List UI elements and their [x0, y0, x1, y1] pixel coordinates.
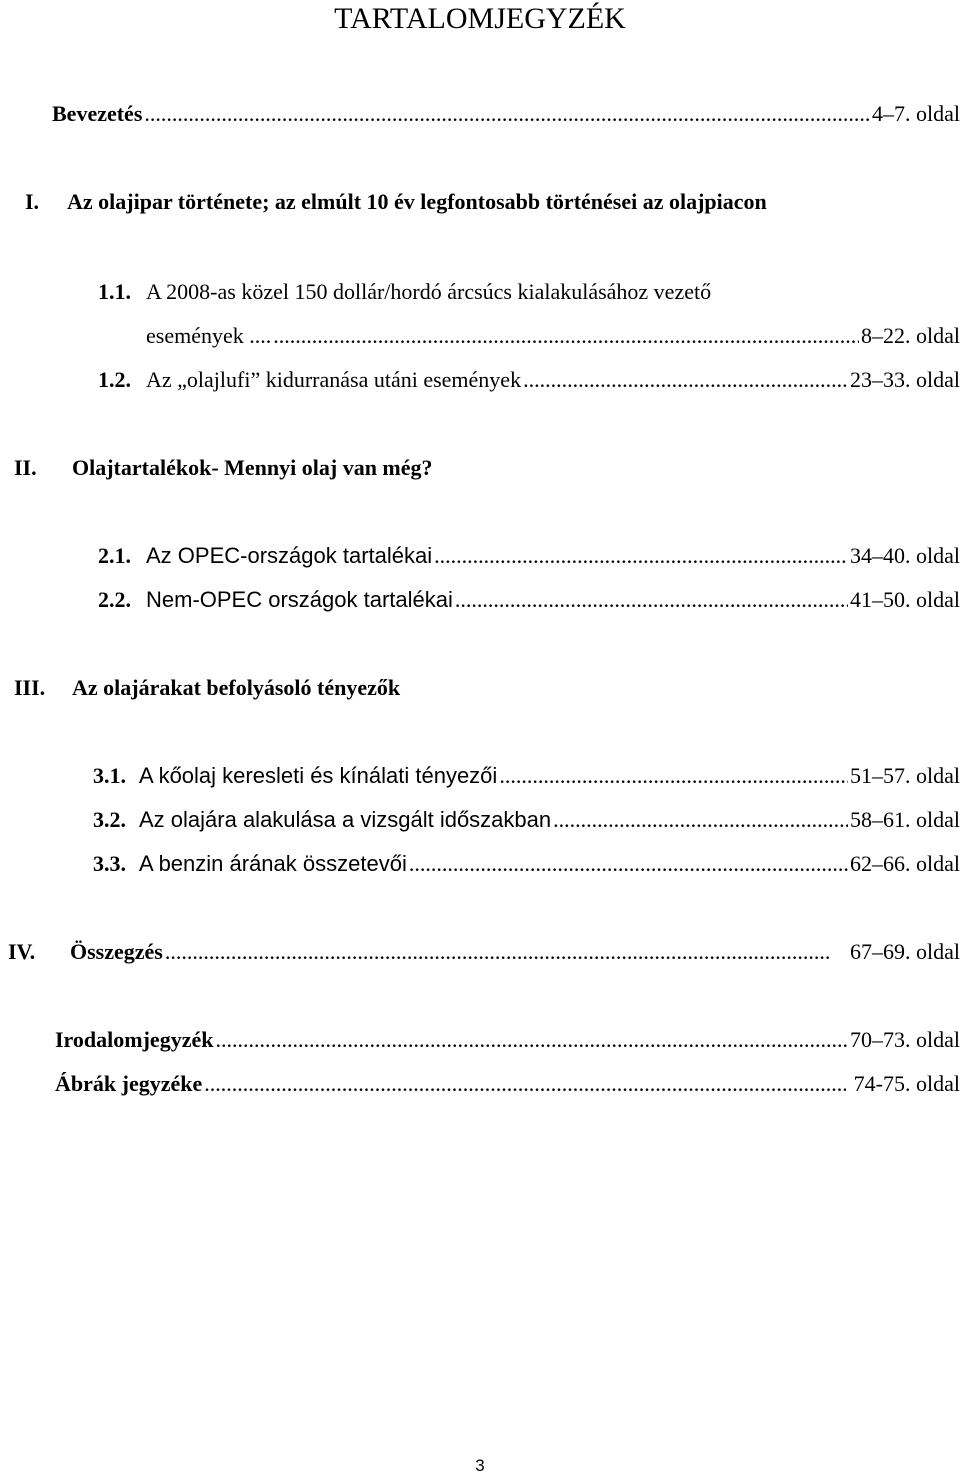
toc-label: A benzin árának összetevői: [139, 851, 407, 876]
dot-leader: [553, 807, 848, 833]
toc-entry-bibliography[interactable]: [55, 1027, 960, 1053]
chapter-title[interactable]: Az olajárakat befolyásoló tényezők: [72, 675, 401, 700]
toc-page: 4–7. oldal: [872, 101, 960, 126]
dot-leader: [165, 939, 830, 965]
toc-entry-3-1[interactable]: [139, 763, 960, 789]
toc-page: 41–50. oldal: [850, 587, 960, 612]
section-number: 3.3.: [93, 851, 126, 876]
toc-page: 67–69. oldal: [850, 939, 960, 964]
chapter-number: IV.: [8, 939, 36, 964]
chapter-title[interactable]: Olajtartalékok- Mennyi olaj van még?: [72, 455, 433, 480]
toc-entry-intro[interactable]: [52, 101, 960, 127]
toc-label: A kőolaj keresleti és kínálati tényezői: [139, 763, 498, 788]
chapter-number: III.: [14, 675, 46, 700]
dot-leader: [409, 851, 848, 877]
dot-leader: [434, 543, 848, 569]
toc-entry-summary[interactable]: [70, 939, 960, 965]
section-number: 2.2.: [98, 587, 131, 612]
toc-label: események ....: [146, 323, 272, 348]
dot-leader: [204, 1071, 845, 1097]
toc-label: Összegzés: [70, 939, 163, 964]
dot-leader: [144, 101, 870, 127]
toc-entry-2-1[interactable]: [146, 543, 960, 569]
section-number: 1.2.: [98, 367, 131, 392]
toc-label: Irodalomjegyzék: [55, 1027, 214, 1052]
toc-page: 34–40. oldal: [850, 543, 960, 568]
toc-entry-figures[interactable]: [55, 1071, 960, 1097]
toc-label: Bevezetés: [52, 101, 143, 126]
toc-page: 51–57. oldal: [850, 763, 960, 788]
dot-leader: [499, 763, 848, 789]
toc-page: 58–61. oldal: [850, 807, 960, 832]
toc-entry-1-1[interactable]: [146, 323, 960, 349]
section-number: 3.2.: [93, 807, 126, 832]
toc-label: Nem-OPEC országok tartalékai: [146, 587, 453, 612]
toc-entry-3-3[interactable]: [139, 851, 960, 877]
toc-page: 62–66. oldal: [850, 851, 960, 876]
toc-entry-2-2[interactable]: [146, 587, 960, 613]
chapter-number: I.: [25, 189, 40, 214]
toc-label: Az „olajlufi” kidurranása utáni események: [146, 367, 522, 392]
toc-page: 23–33. oldal: [850, 367, 960, 392]
toc-label: Az olajára alakulása a vizsgált időszakban: [139, 807, 552, 832]
page-title: TARTALOMJEGYZÉK: [334, 2, 626, 35]
dot-leader: [215, 1027, 848, 1053]
toc-entry-3-2[interactable]: [139, 807, 960, 833]
page-number: 3: [475, 1456, 485, 1475]
dot-leader: [273, 323, 859, 349]
toc-entry-1-2[interactable]: [146, 367, 960, 393]
chapter-number: II.: [14, 455, 37, 480]
section-title[interactable]: A 2008-as közel 150 dollár/hordó árcsúcs kialakulásához vezető: [146, 279, 712, 304]
toc-page: 70–73. oldal: [850, 1027, 960, 1052]
section-number: 3.1.: [93, 763, 126, 788]
dot-leader: [455, 587, 848, 613]
toc-label: Az OPEC-országok tartalékai: [146, 543, 433, 568]
chapter-title[interactable]: Az olajipar története; az elmúlt 10 év legfontosabb történései az olajpiacon: [67, 189, 767, 214]
toc-page: 74-75. oldal: [853, 1071, 960, 1096]
dot-leader: [523, 367, 848, 393]
section-number: 1.1.: [98, 279, 131, 304]
section-number: 2.1.: [98, 543, 131, 568]
toc-label: Ábrák jegyzéke: [55, 1071, 203, 1096]
toc-page: 8–22. oldal: [861, 323, 960, 348]
